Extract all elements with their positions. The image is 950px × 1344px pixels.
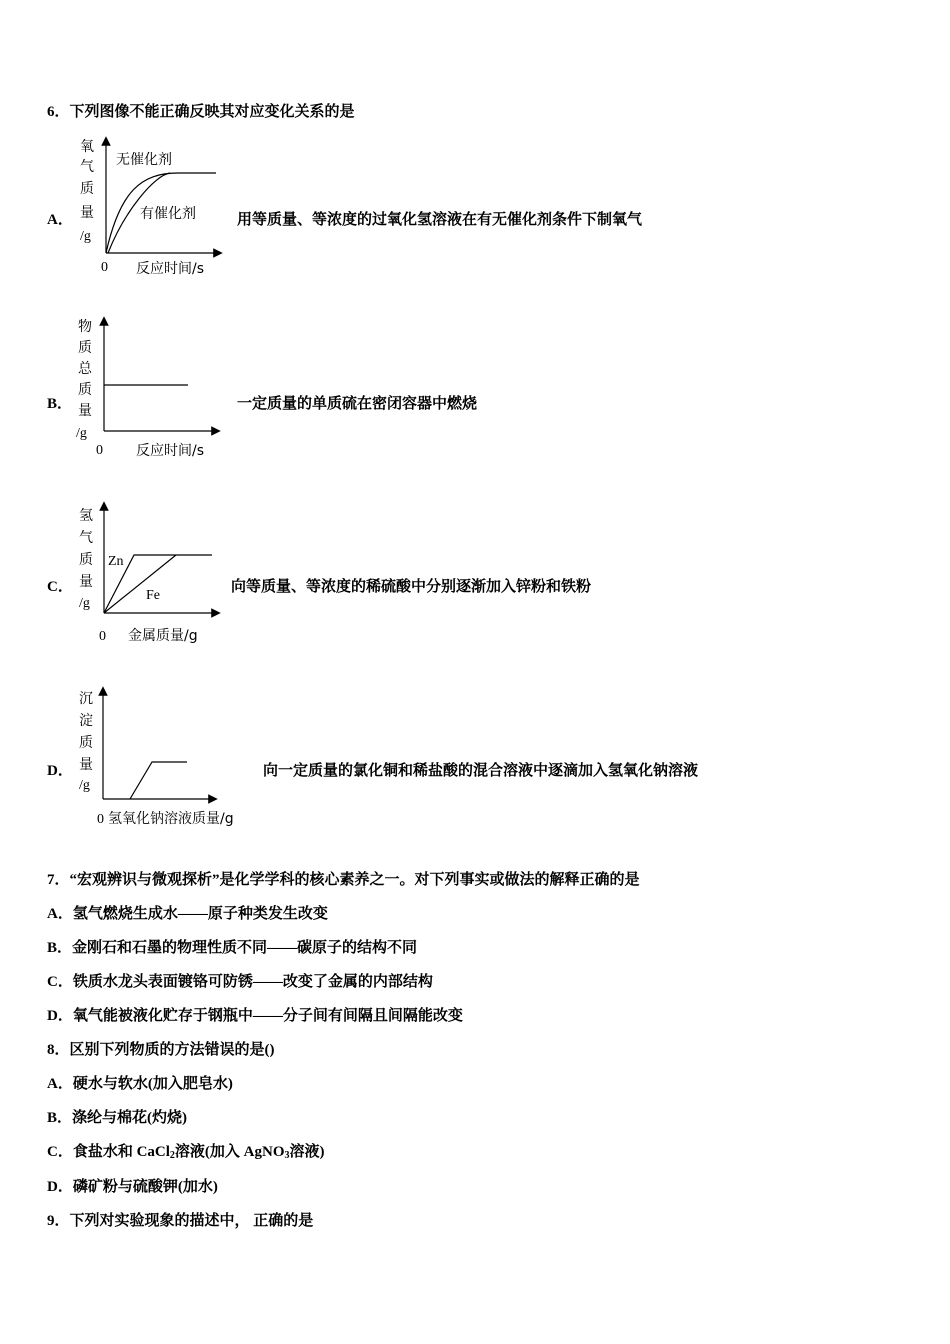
q8-stem: 8．区别下列物质的方法错误的是() (47, 1042, 275, 1058)
y-label-char: 量 (78, 403, 92, 419)
q7-stem: 7．“宏观辨识与微观探析”是化学学科的核心素养之一。对下列事实或做法的解释正确的是 (47, 872, 640, 888)
q6-stem: 6．下列图像不能正确反映其对应变化关系的是 (47, 104, 355, 120)
y-label-char: 氢 (79, 508, 93, 524)
origin-label: 0 (96, 443, 103, 458)
y-unit: /g (76, 426, 87, 441)
q6-graph-c (70, 500, 230, 650)
y-label-char: 量 (80, 205, 94, 221)
q6-option-d-text: 向一定质量的氯化铜和稀盐酸的混合溶液中逐滴加入氢氧化钠溶液 (263, 763, 699, 779)
q6-graph-b (70, 315, 230, 465)
subscript: 2 (169, 1150, 175, 1161)
y-unit: /g (79, 596, 90, 611)
curve-label-no-catalyst: 无催化剂 (116, 152, 172, 168)
y-label-char: 沉 (79, 691, 93, 707)
zn-label: Zn (108, 554, 124, 569)
q6-graph-d (70, 685, 270, 835)
y-label-char: 质 (79, 735, 93, 751)
x-axis-label: 金属质量/g (128, 628, 198, 644)
fe-label: Fe (146, 588, 160, 603)
y-label-char: 淀 (79, 713, 93, 729)
y-label-char: 质 (78, 340, 92, 356)
q8-option-b: B．涤纶与棉花(灼烧) (47, 1110, 187, 1126)
q8-option-d: D．磷矿粉与硫酸钾(加水) (47, 1179, 218, 1195)
q6-option-c-text: 向等质量、等浓度的稀硫酸中分别逐渐加入锌粉和铁粉 (231, 579, 592, 595)
q8-option-c (47, 1142, 325, 1166)
q7-option-d: D．氧气能被液化贮存于钢瓶中——分子间有间隔且间隔能改变 (47, 1008, 463, 1024)
q8-option-c-mid: 溶液(加入 AgNO (174, 1144, 285, 1160)
origin-label: 0 (99, 629, 106, 644)
x-axis-label: 氢氧化钠溶液质量/g (108, 811, 234, 827)
q6-option-b-text: 一定质量的单质硫在密闭容器中燃烧 (237, 396, 478, 412)
q8-option-a: A．硬水与软水(加入肥皂水) (47, 1076, 233, 1092)
origin-label: 0 (101, 260, 108, 275)
q8-option-c-pre: C．食盐水和 CaCl (47, 1144, 170, 1160)
x-axis-label: 反应时间/s (136, 443, 205, 459)
q6-graph-a (70, 135, 230, 285)
x-axis-label: 反应时间/s (136, 261, 205, 277)
q7-option-b: B．金刚石和石墨的物理性质不同——碳原子的结构不同 (47, 940, 418, 956)
y-unit: /g (80, 229, 91, 244)
y-label-char: 总 (78, 361, 92, 377)
y-label-char: 量 (79, 574, 93, 590)
q6-option-a-text: 用等质量、等浓度的过氧化氢溶液在有无催化剂条件下制氧气 (237, 212, 643, 228)
q6-option-c-label: C． (47, 579, 73, 595)
precipitate-line (130, 762, 187, 799)
y-label-char: 气 (80, 159, 94, 175)
curve-label-with-catalyst: 有催化剂 (140, 206, 196, 222)
y-label-char: 质 (79, 552, 93, 568)
q9-stem: 9．下列对实验现象的描述中， 正确的是 (47, 1213, 314, 1229)
q6-option-b-label: B． (47, 396, 73, 412)
q8-option-c-post: 溶液) (289, 1144, 325, 1160)
y-label-char: 质 (78, 382, 92, 398)
y-label-char: 物 (78, 319, 92, 335)
subscript: 3 (284, 1150, 290, 1161)
q7-option-c: C．铁质水龙头表面镀铬可防锈——改变了金属的内部结构 (47, 974, 433, 990)
y-label-char: 氧 (80, 139, 94, 155)
q7-option-a: A．氢气燃烧生成水——原子种类发生改变 (47, 906, 328, 922)
origin-label: 0 (97, 812, 104, 827)
y-label-char: 量 (79, 757, 93, 773)
q6-option-d-label: D． (47, 763, 73, 779)
q6-option-a-label: A． (47, 212, 73, 228)
y-unit: /g (79, 778, 90, 793)
y-label-char: 气 (79, 530, 93, 546)
y-label-char: 质 (80, 181, 94, 197)
